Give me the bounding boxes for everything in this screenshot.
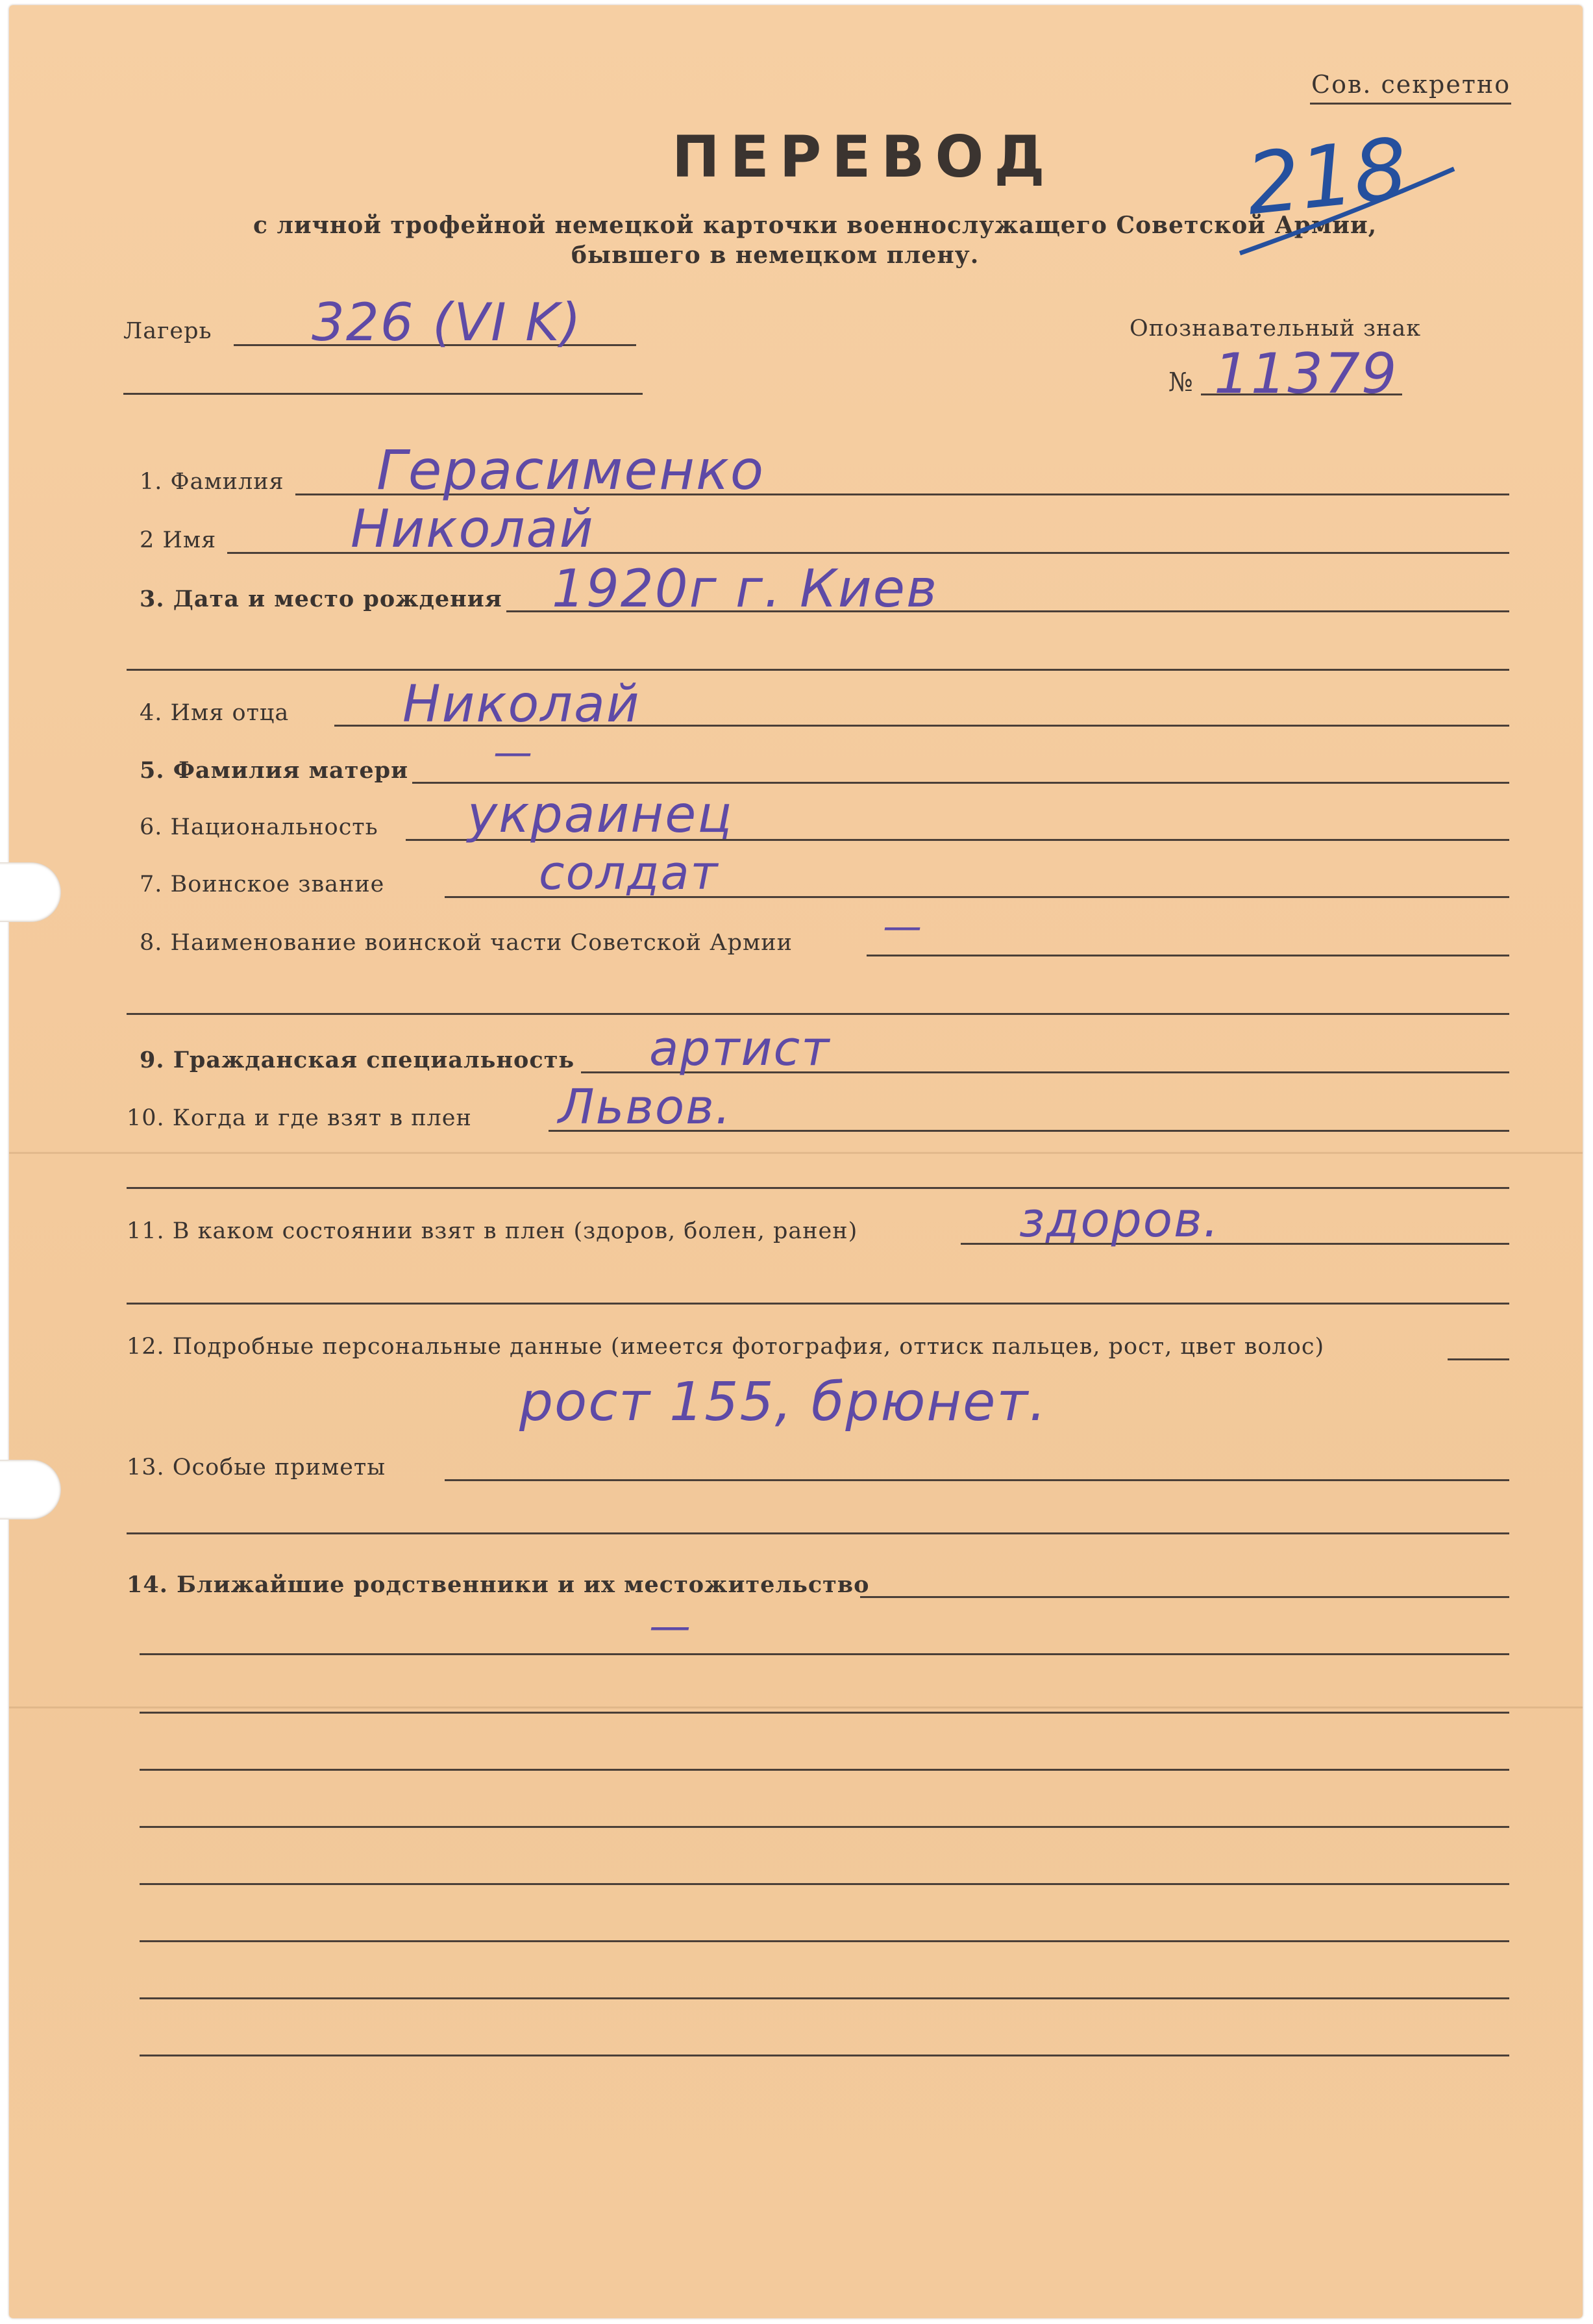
field-father-name-value: Николай (402, 675, 641, 734)
blank-line (140, 1712, 1509, 1714)
id-mark-label: Опознавательный знак (1130, 316, 1422, 342)
field-birth-line-2 (127, 669, 1509, 671)
field-relatives-label: 14. Ближайшие родственники и их местожительство (127, 1571, 870, 1598)
field-civil-specialty-value: артист (649, 1021, 831, 1077)
page-subtitle-line1: с личной трофейной немецкой карточки военнослужащего Советской Армии, (253, 212, 1377, 239)
field-nationality-label: 6. Национальность (140, 814, 378, 840)
field-special-marks-line (445, 1479, 1509, 1481)
blank-line (140, 1769, 1509, 1771)
fold-line (9, 1706, 1583, 1708)
camp-label: Лагерь (123, 318, 212, 344)
field-unit-line-2 (127, 1013, 1509, 1015)
punch-hole (0, 1460, 61, 1519)
blank-line (140, 1653, 1509, 1655)
camp-value: 326 (VI K) (312, 292, 582, 353)
field-civil-specialty-label: 9. Гражданская специальность (140, 1047, 575, 1073)
field-mother-surname-label: 5. Фамилия матери (140, 757, 409, 784)
blank-line (140, 1883, 1509, 1885)
punch-hole (0, 862, 61, 922)
field-father-name-label: 4. Имя отца (140, 700, 290, 726)
field-rank-value: солдат (539, 845, 719, 900)
classification-stamp: Сов. секретно (1311, 70, 1511, 99)
field-personal-data-line (1448, 1358, 1509, 1360)
classification-underline (1310, 103, 1511, 105)
field-special-marks-label: 13. Особые приметы (127, 1455, 386, 1481)
document-number: 218 (1241, 119, 1413, 234)
field-birth-label: 3. Дата и место рождения (140, 586, 502, 612)
field-captured-label: 10. Когда и где взят в плен (127, 1105, 472, 1131)
blank-line (140, 2055, 1509, 2056)
page-title: ПЕРЕВОД (672, 123, 1056, 190)
field-captured-value: Львов. (558, 1079, 732, 1135)
field-name-value: Николай (351, 499, 595, 559)
field-relatives-value: — (649, 1603, 692, 1651)
field-condition-label: 11. В каком состоянии взят в плен (здоров, болен, ранен) (127, 1218, 858, 1244)
field-birth-value: 1920г г. Киев (552, 558, 939, 619)
document-number-strike (1233, 156, 1467, 286)
id-mark-number-sign: № (1168, 368, 1194, 397)
blank-line (140, 1826, 1509, 1828)
field-condition-line-2 (127, 1303, 1509, 1305)
field-mother-surname-line (412, 782, 1509, 784)
field-relatives-line (860, 1596, 1509, 1598)
field-unit-value: — (883, 904, 923, 949)
blank-line (140, 1940, 1509, 1942)
field-personal-data-value: рост 155, брюнет. (519, 1371, 1048, 1433)
field-unit-line (867, 955, 1509, 956)
field-unit-label: 8. Наименование воинской части Советской Армии (140, 930, 793, 956)
field-rank-label: 7. Воинское звание (140, 871, 385, 897)
field-name-label: 2 Имя (140, 527, 217, 553)
field-captured-line-2 (127, 1187, 1509, 1189)
field-nationality-value: украинец (467, 786, 734, 844)
id-mark-value: 11379 (1214, 342, 1398, 406)
fold-line (9, 1152, 1583, 1154)
field-special-marks-line-2 (127, 1532, 1509, 1534)
camp-line-2 (123, 393, 643, 395)
field-mother-surname-value: — (493, 730, 534, 775)
blank-line (140, 1997, 1509, 1999)
field-surname-value: Герасименко (377, 438, 765, 502)
page-subtitle-line2: бывшего в немецком плену. (571, 242, 980, 269)
field-surname-label: 1. Фамилия (140, 469, 284, 495)
field-personal-data-label: 12. Подробные персональные данные (имеется фотография, оттиск пальцев, рост, цвет волос) (127, 1334, 1325, 1360)
field-condition-value: здоров. (1019, 1192, 1220, 1248)
